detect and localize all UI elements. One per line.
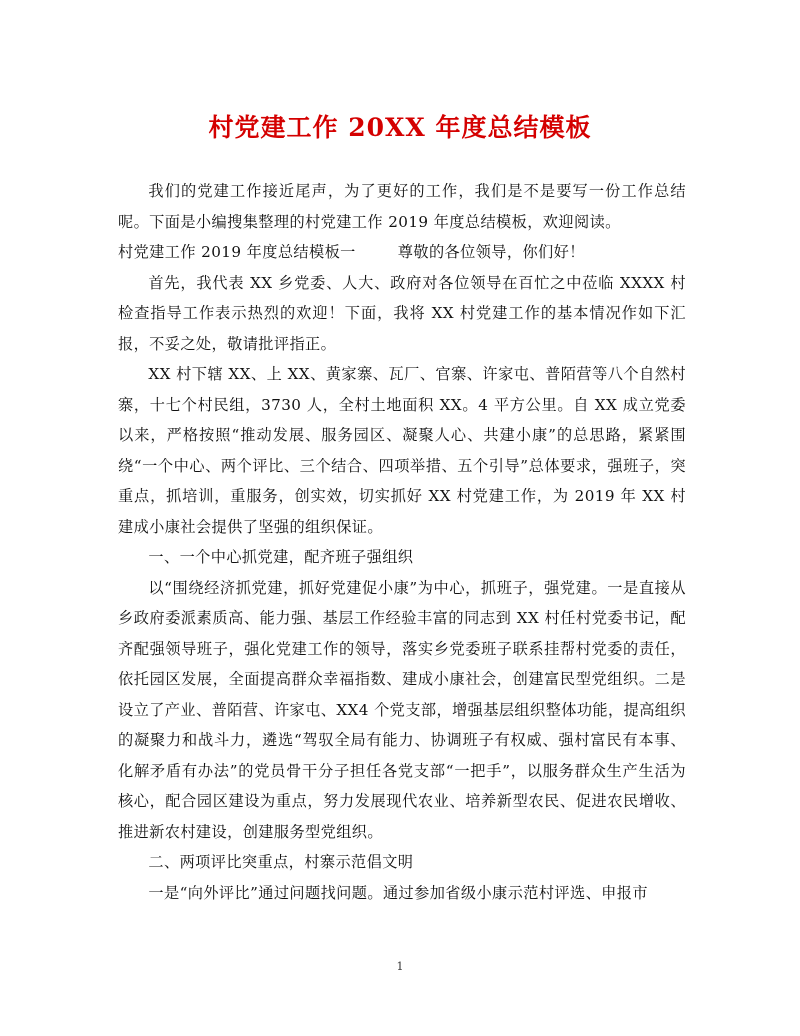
greeting: 尊敬的各位领导，你们好！ <box>397 243 585 261</box>
document-title: 村党建工作 20XX 年度总结模板 <box>208 113 592 142</box>
body-paragraph-2: XX 村下辖 XX、上 XX、黄家寨、瓦厂、官寨、许家屯、普陌营等八个自然村寨，十七个村民组，3730 人，全村土地面积 XX。4 平方公里。自 XX 成立党委以来，严格按照“推动发展、服务园区、凝聚人心、共建小康”的总思路，紧紧围绕“一个中心、两个评比、三个结合、四项举措、五个引导”总体要求，强班子，突重点，抓培训，重服务，创实效，切实抓好 XX 村党建工作，为 2019 年 XX 村建成小康社会提供了坚强的组织保证。 <box>118 365 686 536</box>
body-paragraph-1: 首先，我代表 XX 乡党委、人大、政府对各位领导在百忙之中莅临 XXXX 村检查指导工作表示热烈的欢迎！下面，我将 XX 村党建工作的基本情况作如下汇报，不妥之处，敬请批评指正。 <box>118 273 686 353</box>
section-heading-2: 二、两项评比突重点，村寨示范倡文明 <box>148 853 414 871</box>
template-subtitle: 村党建工作 2019 年度总结模板一 <box>118 243 356 261</box>
body-paragraph-3: 以“围绕经济抓党建，抓好党建促小康”为中心，抓班子，强党建。一是直接从乡政府委派素质高、能力强、基层工作经验丰富的同志到 XX 村任村党委书记，配齐配强领导班子，强化党建工作的领导，落实乡党委班子联系挂帮村党委的责任，依托园区发展，全面提高群众幸福指数、建成小康社会，创建富民型党组织。二是设立了产业、普陌营、许家屯、XX4 个党支部，增强基层组织整体功能，提高组织的凝聚力和战斗力，遴选“驾驭全局有能力、协调班子有权威、强村富民有本事、化解矛盾有办法”的党员骨干分子担任各党支部“一把手”，以服务群众生产生活为核心，配合园区建设为重点，努力发展现代农业、培养新型农民、促进农民增收、推进新农村建设，创建服务型党组织。 <box>118 578 686 841</box>
section-heading-1: 一、一个中心抓党建，配齐班子强组织 <box>148 548 414 566</box>
body-paragraph-4: 一是“向外评比”通过问题找问题。通过参加省级小康示范村评选、申报市 <box>148 883 648 902</box>
page-number: 1 <box>396 960 404 973</box>
subtitle-line <box>118 237 686 268</box>
document-body <box>118 176 686 908</box>
intro-paragraph: 我们的党建工作接近尾声，为了更好的工作，我们是不是要写一份工作总结呢。下面是小编搜集整理的村党建工作 2019 年度总结模板，欢迎阅读。 <box>118 182 686 231</box>
